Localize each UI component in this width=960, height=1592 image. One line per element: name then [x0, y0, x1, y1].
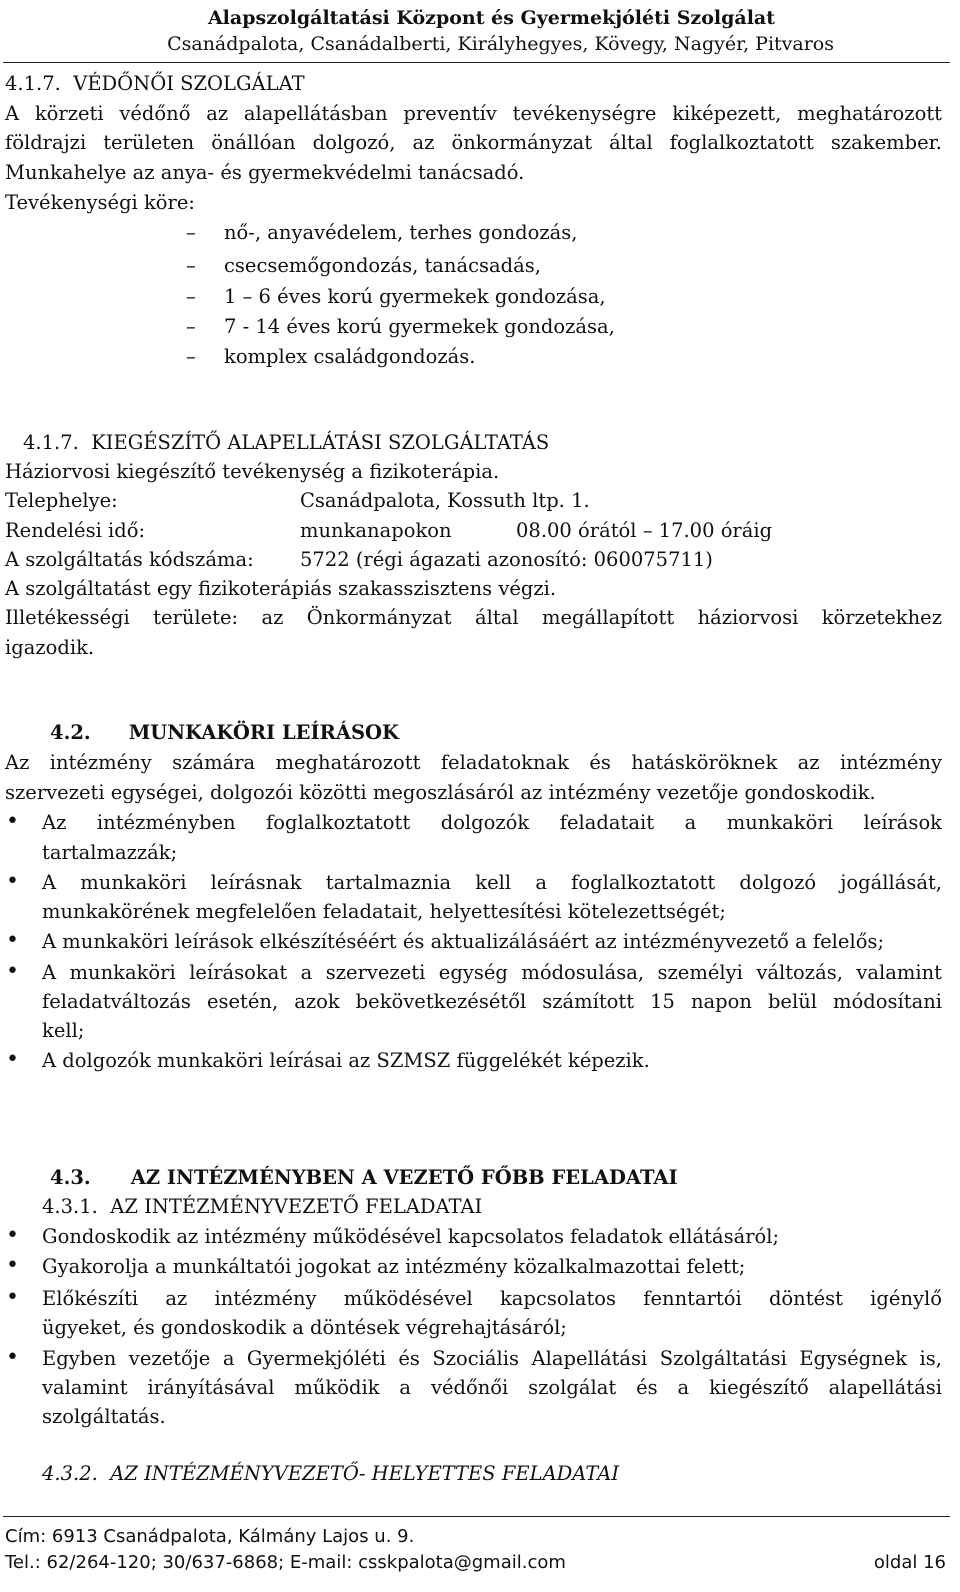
section-heading: 4.2. MUNKAKÖRI LEÍRÁSOK	[50, 721, 399, 744]
footer-address: Cím: 6913 Csanádpalota, Kálmány Lajos u. 9.	[5, 1526, 415, 1547]
header-title: Alapszolgáltatási Központ és Gyermekjóléti Szolgálat	[207, 7, 775, 29]
section-heading: 4.3. AZ INTÉZMÉNYBEN A VEZETŐ FŐBB FELADATAI	[50, 1166, 678, 1189]
bullet-icon: •	[6, 959, 19, 984]
list-item: A munkaköri leírásokat a szervezeti egység módosulása, személyi változás, valamint	[42, 961, 942, 984]
bullet-icon: •	[6, 809, 19, 834]
code-label: A szolgáltatás kódszáma:	[5, 548, 254, 571]
list-item: kell;	[42, 1019, 85, 1042]
list-item: feladatváltozás esetén, azok bekövetkezésétől számított 15 napon belül módosítani	[42, 990, 942, 1013]
header-subtitle: Csanádpalota, Csanádalberti, Királyhegyes, Kövegy, Nagyér, Pitvaros	[167, 33, 834, 55]
footer-contact: Tel.: 62/264-120; 30/637-6868; E-mail: csskpalota@gmail.com	[5, 1552, 566, 1573]
list-item: A dolgozók munkaköri leírásai az SZMSZ függelékét képezik.	[42, 1049, 650, 1072]
hours-label: Rendelési idő:	[5, 519, 146, 542]
bullet-icon: •	[6, 1345, 19, 1370]
list-item: szolgáltatás.	[42, 1405, 166, 1428]
site-label: Telephelye:	[5, 489, 118, 512]
page-number: oldal 16	[873, 1552, 946, 1573]
header-rule	[3, 62, 950, 63]
list-item: valamint irányításával működik a védőnői szolgálat és a kiegészítő alapellátási	[42, 1376, 942, 1399]
bullet-icon: •	[6, 1047, 19, 1072]
bullet-icon: •	[6, 928, 19, 953]
list-item: Gyakorolja a munkáltatói jogokat az intézmény közalkalmazottai felett;	[42, 1255, 746, 1278]
page-header	[0, 0, 960, 65]
code-value: 5722 (régi ágazati azonosító: 060075711)	[300, 548, 713, 571]
paragraph-line: földrajzi területen önállóan dolgozó, az önkormányzat által foglalkoztatott szakember.	[5, 131, 942, 154]
section-heading: 4.1.7. KIEGÉSZÍTŐ ALAPELLÁTÁSI SZOLGÁLTATÁS	[23, 431, 550, 454]
footer-rule	[3, 1516, 950, 1517]
paragraph-line: A körzeti védőnő az alapellátásban preventív tevékenységre kiképezett, meghatározott	[5, 102, 942, 125]
subsection-heading: 4.3.2. AZ INTÉZMÉNYVEZETŐ- HELYETTES FELADATAI	[42, 1462, 620, 1485]
section-heading: 4.1.7. VÉDŐNŐI SZOLGÁLAT	[5, 72, 305, 95]
paragraph-line: A szolgáltatást egy fizikoterápiás szakasszisztens végzi.	[5, 577, 557, 600]
paragraph-line: igazodik.	[5, 636, 95, 659]
hours-time: 08.00 órától – 17.00 óráig	[516, 519, 773, 542]
paragraph-line: Az intézmény számára meghatározott feladatoknak és hatásköröknek az intézmény	[5, 751, 942, 774]
list-item: munkakörének megfelelően feladatait, helyettesítési kötelezettségét;	[42, 900, 726, 923]
bullet-icon: •	[6, 1285, 19, 1310]
scope-label: Tevékenységi köre:	[5, 191, 195, 214]
list-item: Az intézményben foglalkoztatott dolgozók feladatait a munkaköri leírások	[42, 811, 942, 834]
paragraph-line: szervezeti egységei, dolgozói közötti megoszlásáról az intézmény vezetője gondoskodik.	[5, 781, 876, 804]
paragraph-line: Munkahelye az anya- és gyermekvédelmi tanácsadó.	[5, 161, 525, 184]
subsection-heading: 4.3.1. AZ INTÉZMÉNYVEZETŐ FELADATAI	[42, 1195, 483, 1218]
list-item: tartalmazzák;	[42, 841, 178, 864]
hours-days: munkanapokon	[300, 519, 452, 542]
list-item: Előkészíti az intézmény működésével kapcsolatos fenntartói döntést igénylő	[42, 1287, 942, 1310]
page-footer	[0, 1512, 960, 1592]
list-item: ügyeket, és gondoskodik a döntések végrehajtásáról;	[42, 1316, 567, 1339]
paragraph-line: Illetékességi területe: az Önkormányzat által megállapított háziorvosi körzetekhez	[5, 606, 942, 629]
bullet-icon: •	[6, 1253, 19, 1278]
site-value: Csanádpalota, Kossuth ltp. 1.	[300, 489, 590, 512]
list-item: Gondoskodik az intézmény működésével kapcsolatos feladatok ellátásáról;	[42, 1225, 780, 1248]
bullet-icon: •	[6, 1223, 19, 1248]
paragraph-line: Háziorvosi kiegészítő tevékenység a fizikoterápia.	[5, 460, 500, 483]
bullet-icon: •	[6, 869, 19, 894]
list-item: A munkaköri leírásnak tartalmaznia kell a foglalkoztatott dolgozó jogállását,	[42, 871, 942, 894]
list-item: A munkaköri leírások elkészítéséért és aktualizálásáért az intézményvezető a felelős;	[42, 930, 885, 953]
list-item: Egyben vezetője a Gyermekjóléti és Szociális Alapellátási Szolgáltatási Egységnek is,	[42, 1347, 942, 1370]
